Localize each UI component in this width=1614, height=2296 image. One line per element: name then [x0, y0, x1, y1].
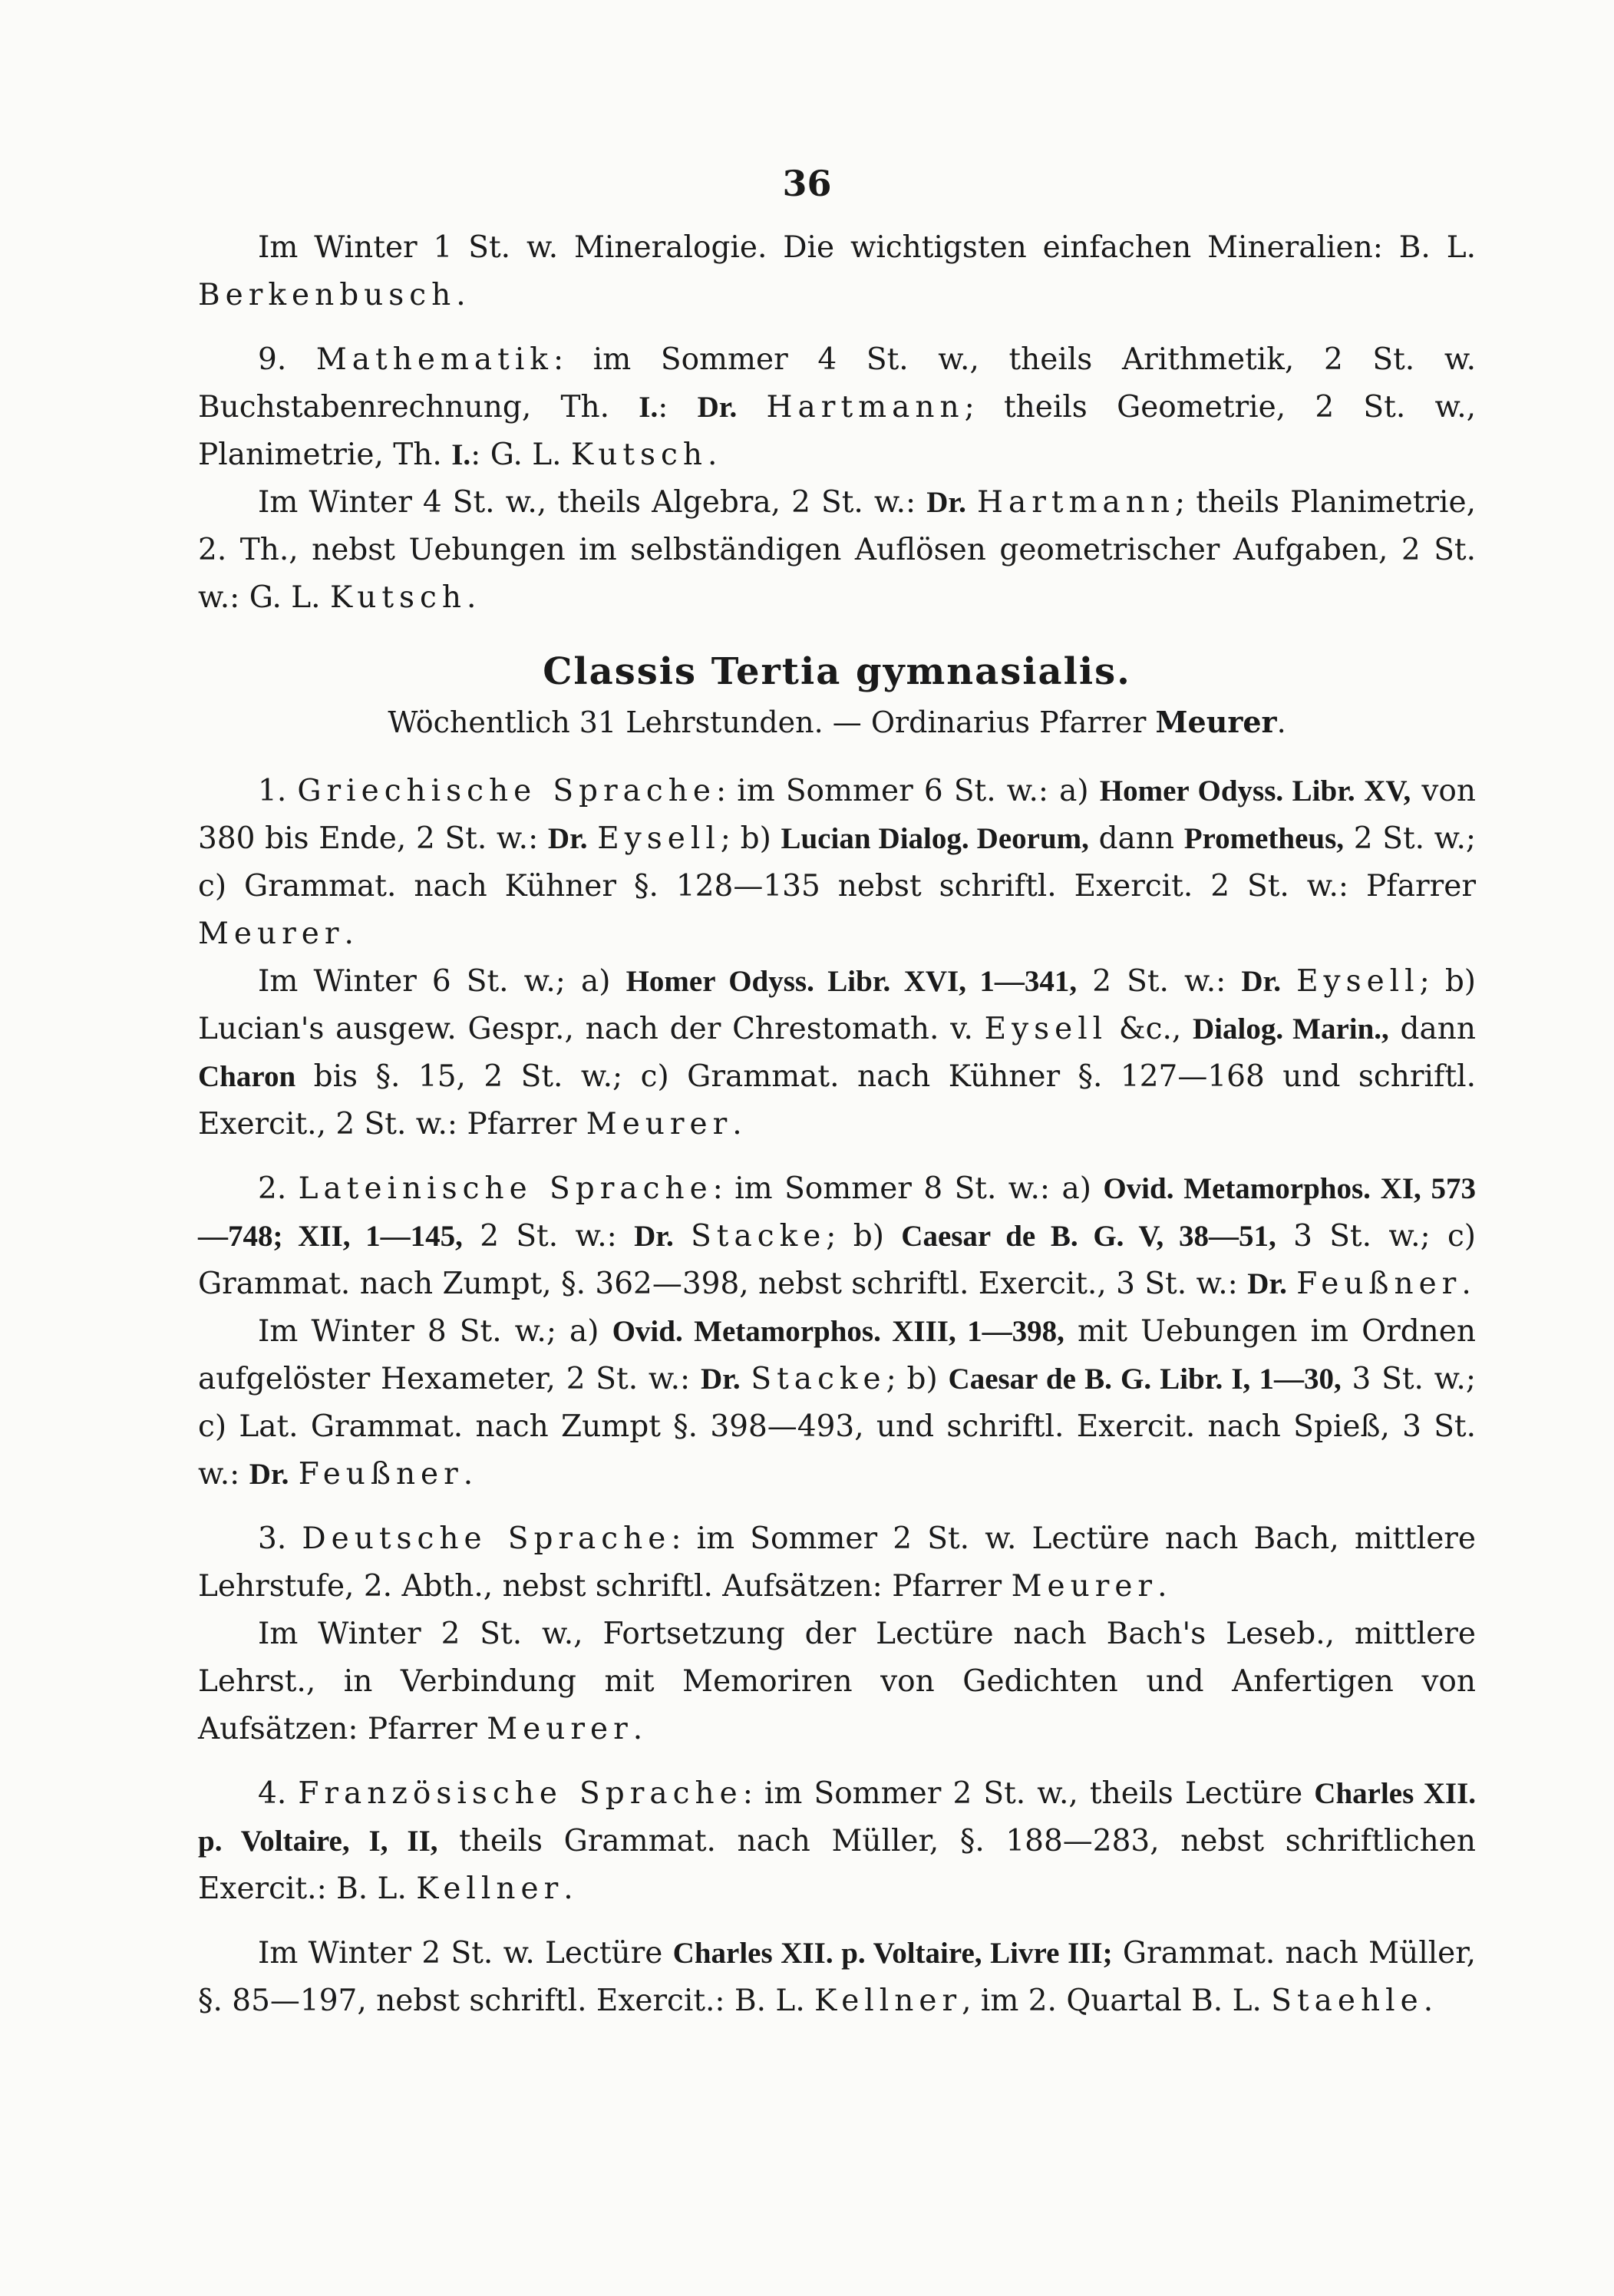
- text-segment: Lateinische Sprache: [298, 1171, 713, 1206]
- text-segment: Eysell: [597, 821, 721, 856]
- text-segment: Dr.: [926, 486, 966, 519]
- text-segment: Im Winter 8 St. w.; a): [258, 1314, 612, 1349]
- text-segment: 2 St. w.:: [462, 1219, 635, 1254]
- text-segment: .: [708, 438, 718, 472]
- text-segment: .: [467, 580, 477, 615]
- text-segment: Im Winter 2 St. w. Lectüre: [258, 1936, 673, 1971]
- text-segment: 2 St. w.:: [1077, 964, 1242, 999]
- text-segment: Dr.: [547, 822, 588, 855]
- text-segment: Eysell: [1296, 964, 1420, 999]
- text-segment: .: [732, 1107, 742, 1141]
- text-segment: : im Sommer 4 St. w., theils Arithmetik, 2 St. w. Buchstabenrechnung, Th.: [198, 342, 1476, 425]
- text-segment: Dr.: [1247, 1267, 1287, 1300]
- text-segment: 3 St. w.; c) Lat. Grammat. nach Zumpt §. 398—493, und schriftl. Exercit. nach Spieß, 3 St. w.:: [198, 1362, 1476, 1492]
- text-segment: .: [632, 1712, 643, 1746]
- text-segment: 2 St. w.; c) Grammat. nach Kühner §. 128—135 nebst schriftl. Exercit. 2 St. w.: Pfarrer: [198, 821, 1476, 904]
- text-segment: Dr.: [1241, 965, 1281, 998]
- text-segment: dann: [1088, 821, 1184, 856]
- page-number: 36: [782, 163, 832, 204]
- text-segment: [674, 1219, 691, 1254]
- text-segment: Charon: [198, 1060, 296, 1093]
- text-segment: [741, 1362, 751, 1396]
- text-segment: .: [1276, 705, 1286, 739]
- text-segment: Französische Sprache: [298, 1776, 743, 1811]
- paragraph-p2: [198, 336, 1476, 479]
- text-segment: theils Grammat. nach Müller, §. 188—283, nebst schriftlichen Exercit.: B. L.: [198, 1824, 1476, 1906]
- text-segment: .: [1157, 1569, 1167, 1604]
- text-segment: Deutsche Sprache: [302, 1521, 672, 1556]
- text-segment: Dr.: [249, 1458, 289, 1491]
- text-segment: Ovid. Metamorphos. XIII, 1—398,: [612, 1315, 1064, 1348]
- text-segment: Caesar de B. G. Libr. I, 1—30,: [948, 1363, 1342, 1396]
- text-segment: Wöchentlich 31 Lehrstunden. — Ordinarius Pfarrer: [388, 705, 1156, 739]
- text-segment: : G. L.: [470, 438, 571, 472]
- text-segment: ; b): [720, 821, 781, 856]
- text-segment: 2.: [258, 1171, 299, 1206]
- text-segment: [1281, 964, 1296, 999]
- text-segment: Meurer: [1011, 1569, 1158, 1604]
- text-segment: : im Sommer 6 St. w.: a): [715, 774, 1100, 808]
- paragraph-p7: [198, 1308, 1476, 1498]
- text-segment: ; b): [826, 1219, 902, 1254]
- paragraph-p9: [198, 1611, 1476, 1753]
- text-segment: Meurer: [586, 1107, 733, 1141]
- text-segment: Im Winter 6 St. w.; a): [258, 964, 626, 999]
- text-segment: Kutsch: [329, 580, 467, 615]
- text-segment: .: [463, 1457, 474, 1492]
- text-segment: [588, 821, 598, 856]
- text-segment: ; theils Geometrie, 2 St. w., Planimetrie, Th.: [198, 390, 1477, 472]
- text-segment: Charles XII. p. Voltaire, Livre III;: [672, 1937, 1113, 1970]
- paragraph-p8: [198, 1515, 1476, 1611]
- text-segment: 1.: [258, 774, 298, 808]
- paragraph-p3: [198, 479, 1476, 622]
- text-segment: Dialog. Marin.,: [1192, 1013, 1389, 1046]
- text-segment: 4.: [258, 1776, 299, 1811]
- text-segment: Prometheus,: [1183, 822, 1345, 855]
- text-segment: ; b): [886, 1362, 949, 1396]
- text-segment: Dr.: [697, 391, 738, 424]
- text-segment: Kellner: [814, 1984, 962, 2018]
- text-segment: : im Sommer 8 St. w.: a): [712, 1171, 1104, 1206]
- text-segment: Stacke: [751, 1362, 886, 1396]
- text-segment: Hartmann: [766, 390, 965, 425]
- text-segment: ; theils Planimetrie, 2. Th., nebst Uebungen im selbständigen Auflösen geometrischer Aufgaben, 2 St. w.: G. L.: [198, 485, 1476, 615]
- text-segment: : im Sommer 2 St. w., theils Lectüre: [742, 1776, 1315, 1811]
- section-heading: [198, 648, 1476, 695]
- text-segment: Griechische Sprache: [297, 774, 716, 808]
- paragraph-p4: [198, 768, 1476, 958]
- text-segment: Kutsch: [570, 438, 708, 472]
- text-segment: Dr.: [700, 1363, 741, 1396]
- text-segment: Im Winter 1 St. w. Mineralogie. Die wichtigsten einfachen Mineralien: B. L.: [258, 230, 1476, 265]
- text-segment: [737, 390, 766, 425]
- text-segment: dann: [1388, 1012, 1476, 1046]
- text-segment: : im Sommer 2 St. w. Lectüre nach Bach, mittlere Lehrstufe, 2. Abth., nebst schriftl. Aufsätzen: Pfarrer: [198, 1521, 1476, 1604]
- text-segment: Grammat. nach Müller, §. 85—197, nebst schriftl. Exercit.: B. L.: [198, 1936, 1476, 2018]
- text-segment: .: [1461, 1267, 1471, 1301]
- text-segment: Homer Odyss. Libr. XV,: [1099, 775, 1411, 808]
- text-segment: bis §. 15, 2 St. w.; c) Grammat. nach Kühner §. 127—168 und schriftl. Exercit., 2 St. w.: Pfarrer: [198, 1059, 1476, 1141]
- text-segment: , im 2. Quartal B. L.: [962, 1984, 1272, 2018]
- text-segment: Eysell: [984, 1012, 1108, 1046]
- text-segment: Feußner: [298, 1457, 464, 1492]
- text-segment: .: [344, 917, 354, 951]
- paragraph-p5: [198, 958, 1476, 1148]
- text-segment: 3 St. w.; c) Grammat. nach Zumpt, §. 362—398, nebst schriftl. Exercit., 3 St. w.:: [198, 1219, 1476, 1301]
- section-subheading: [198, 699, 1476, 746]
- text-segment: [1287, 1267, 1296, 1301]
- text-segment: I.: [639, 391, 658, 424]
- text-segment: Berkenbusch: [198, 278, 457, 312]
- text-segment: Charles XII. p. Voltaire, I, II,: [198, 1777, 1477, 1858]
- text-segment: mit Uebungen im Ordnen aufgelöster Hexameter, 2 St. w.:: [198, 1314, 1476, 1396]
- text-segment: :: [658, 390, 698, 425]
- text-segment: Meurer: [1155, 705, 1277, 739]
- text-segment: Classis Tertia gymnasialis.: [543, 650, 1131, 693]
- text-segment: 9.: [258, 342, 316, 377]
- text-segment: 3.: [258, 1521, 302, 1556]
- text-segment: &c.,: [1107, 1012, 1193, 1046]
- text-segment: [289, 1457, 298, 1492]
- text-segment: I.: [451, 438, 471, 471]
- text-segment: Im Winter 2 St. w., Fortsetzung der Lectüre nach Bach's Leseb., mittlere Lehrst., in Verbindung mit Memoriren von Gedichten und Anfertigen von Aufsätzen: Pfarrer: [198, 1617, 1476, 1746]
- text-segment: Stacke: [691, 1219, 827, 1254]
- text-segment: .: [456, 278, 466, 312]
- text-segment: ; b) Lucian's ausgew. Gespr., nach der Chrestomath. v.: [198, 964, 1476, 1046]
- text-segment: Mathematik: [315, 342, 553, 377]
- text-segment: Hartmann: [976, 485, 1176, 520]
- text-segment: .: [563, 1871, 573, 1906]
- paragraph-p10: [198, 1770, 1476, 1913]
- text-segment: Ovid. Metamorphos. XI, 573—748; XII, 1—145,: [198, 1172, 1477, 1253]
- text-segment: Caesar de B. G. V, 38—51,: [901, 1220, 1276, 1253]
- text-segment: Feußner: [1296, 1267, 1462, 1301]
- paragraph-p11: [198, 1930, 1476, 2025]
- text-segment: Meurer: [487, 1712, 633, 1746]
- text-body: [198, 224, 1476, 2025]
- text-segment: [966, 485, 977, 520]
- text-segment: Meurer: [198, 917, 345, 951]
- text-segment: Im Winter 4 St. w., theils Algebra, 2 St. w.:: [258, 485, 927, 520]
- text-segment: Lucian Dialog. Deorum,: [781, 822, 1089, 855]
- text-segment: Kellner: [416, 1871, 564, 1906]
- text-segment: Staehle: [1271, 1984, 1424, 2018]
- text-segment: von 380 bis Ende, 2 St. w.:: [198, 774, 1476, 856]
- text-segment: .: [1423, 1984, 1434, 2018]
- text-segment: Dr.: [634, 1220, 674, 1253]
- paragraph-p6: [198, 1165, 1476, 1308]
- paragraph-p1: [198, 224, 1476, 319]
- text-segment: Homer Odyss. Libr. XVI, 1—341,: [625, 965, 1078, 998]
